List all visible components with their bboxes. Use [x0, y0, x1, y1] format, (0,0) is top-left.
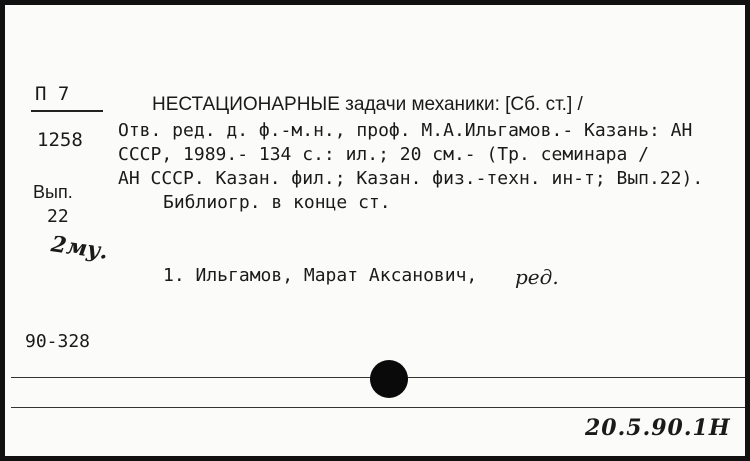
- call-number: П 7: [35, 83, 70, 105]
- added-entry: 1. Ильгамов, Марат Аксанович,: [163, 265, 478, 286]
- bibliography-note: Библиогр. в конце ст.: [163, 192, 391, 213]
- handwritten-note: 2му.: [49, 231, 110, 265]
- responsibility-line: Отв. ред. д. ф.-м.н., проф. М.А.Ильгамов.- Казань: АН: [118, 120, 693, 141]
- bottom-rule-2: [11, 407, 745, 408]
- series-line: АН СССР. Казан. фил.; Казан. физ.-техн. ин-т; Вып.22).: [118, 168, 704, 189]
- catalog-number: 90-328: [25, 331, 91, 352]
- added-entry-handwritten-role: ред.: [515, 265, 559, 289]
- card-punch-hole: [370, 360, 408, 398]
- call-number-divider: [31, 110, 103, 112]
- title-line: НЕСТАЦИОНАРНЫЕ задачи механики: [Сб. ст.] /: [152, 94, 583, 115]
- publication-line: СССР, 1989.- 134 с.: ил.; 20 см.- (Тр. семинара /: [118, 144, 650, 165]
- issue-number: 22: [47, 206, 69, 227]
- card-number: 1258: [37, 129, 83, 151]
- handwritten-date: 20.5.90.1Н: [585, 415, 731, 441]
- issue-label: Вып.: [33, 182, 73, 202]
